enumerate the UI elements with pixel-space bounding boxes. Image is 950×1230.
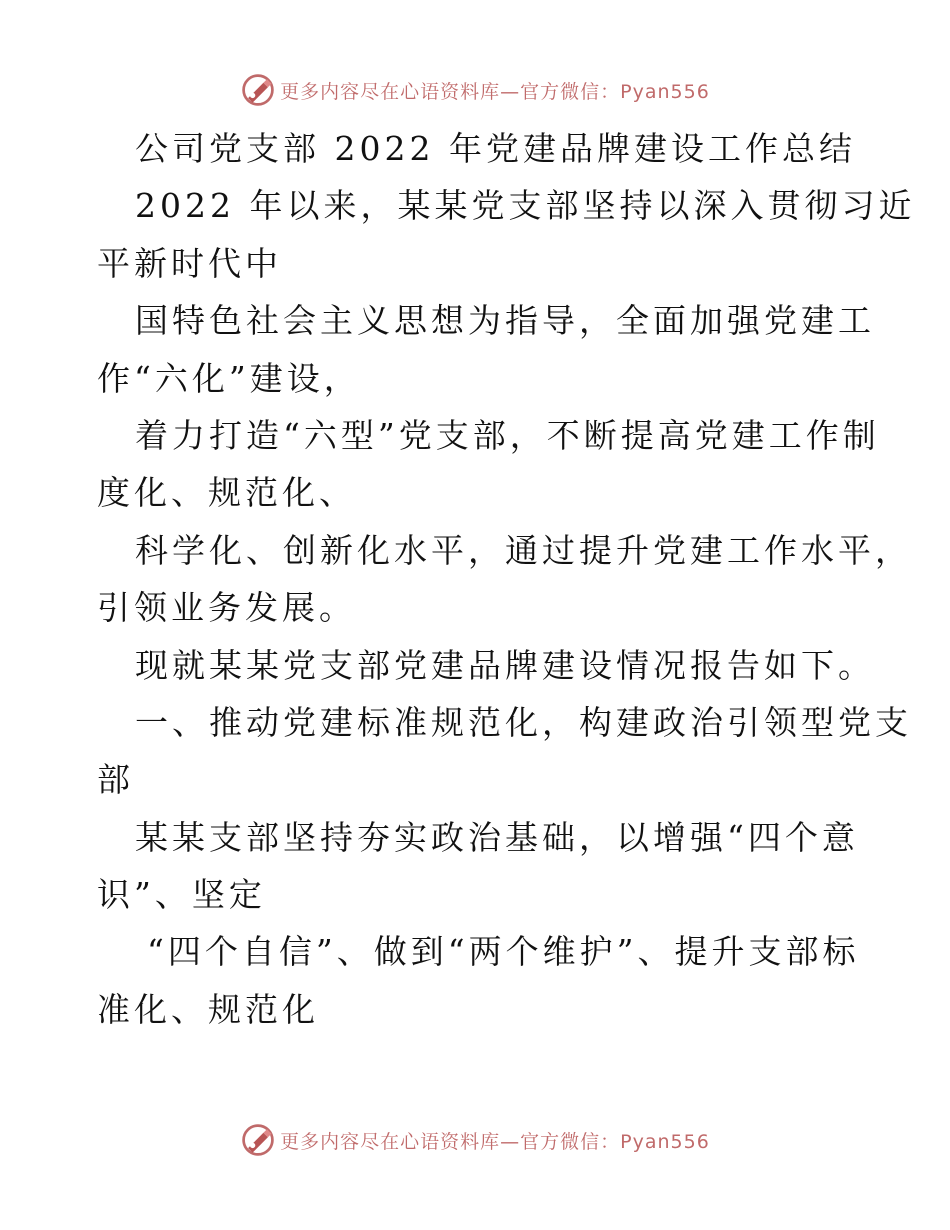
- paragraph-line: 作“六化”建设，: [97, 358, 361, 398]
- paragraph-line: 2022 年以来，某某党支部坚持以深入贯彻习近: [135, 186, 916, 226]
- paragraph-line: 引领业务发展。: [97, 588, 356, 628]
- paragraph-line: 某某支部坚持夯实政治基础，以增强“四个意: [135, 817, 859, 857]
- footer-watermark: [0, 1120, 950, 1160]
- paragraph-line: 识”、坚定: [97, 875, 266, 915]
- paragraph-line: 平新时代中: [97, 243, 282, 283]
- section-heading: 一、推动党建标准规范化，构建政治引领型党支: [135, 702, 912, 742]
- paragraph-line: 现就某某党支部党建品牌建设情况报告如下。: [135, 645, 875, 685]
- header-watermark: [0, 70, 950, 110]
- watermark-text: 更多内容尽在心语资料库—官方微信：Pyan556: [280, 80, 710, 103]
- paragraph-line: “四个自信”、做到“两个维护”、提升支部标: [147, 932, 860, 972]
- section-heading: 部: [97, 760, 134, 800]
- document-body: [97, 120, 916, 1038]
- paragraph-line: 度化、规范化、: [97, 473, 356, 513]
- paragraph-line: 科学化、创新化水平，通过提升党建工作水平，: [135, 530, 912, 570]
- watermark-text: 更多内容尽在心语资料库—官方微信：Pyan556: [280, 1130, 710, 1153]
- paragraph-line: 国特色社会主义思想为指导，全面加强党建工: [135, 301, 875, 341]
- document-title: 公司党支部 2022 年党建品牌建设工作总结: [135, 129, 856, 168]
- pen-nib-logo-icon: [240, 72, 276, 108]
- paragraph-line: 准化、规范化: [97, 989, 319, 1029]
- pen-nib-logo-icon: [240, 1122, 276, 1158]
- paragraph-line: 着力打造“六型”党支部，不断提高党建工作制: [135, 415, 880, 455]
